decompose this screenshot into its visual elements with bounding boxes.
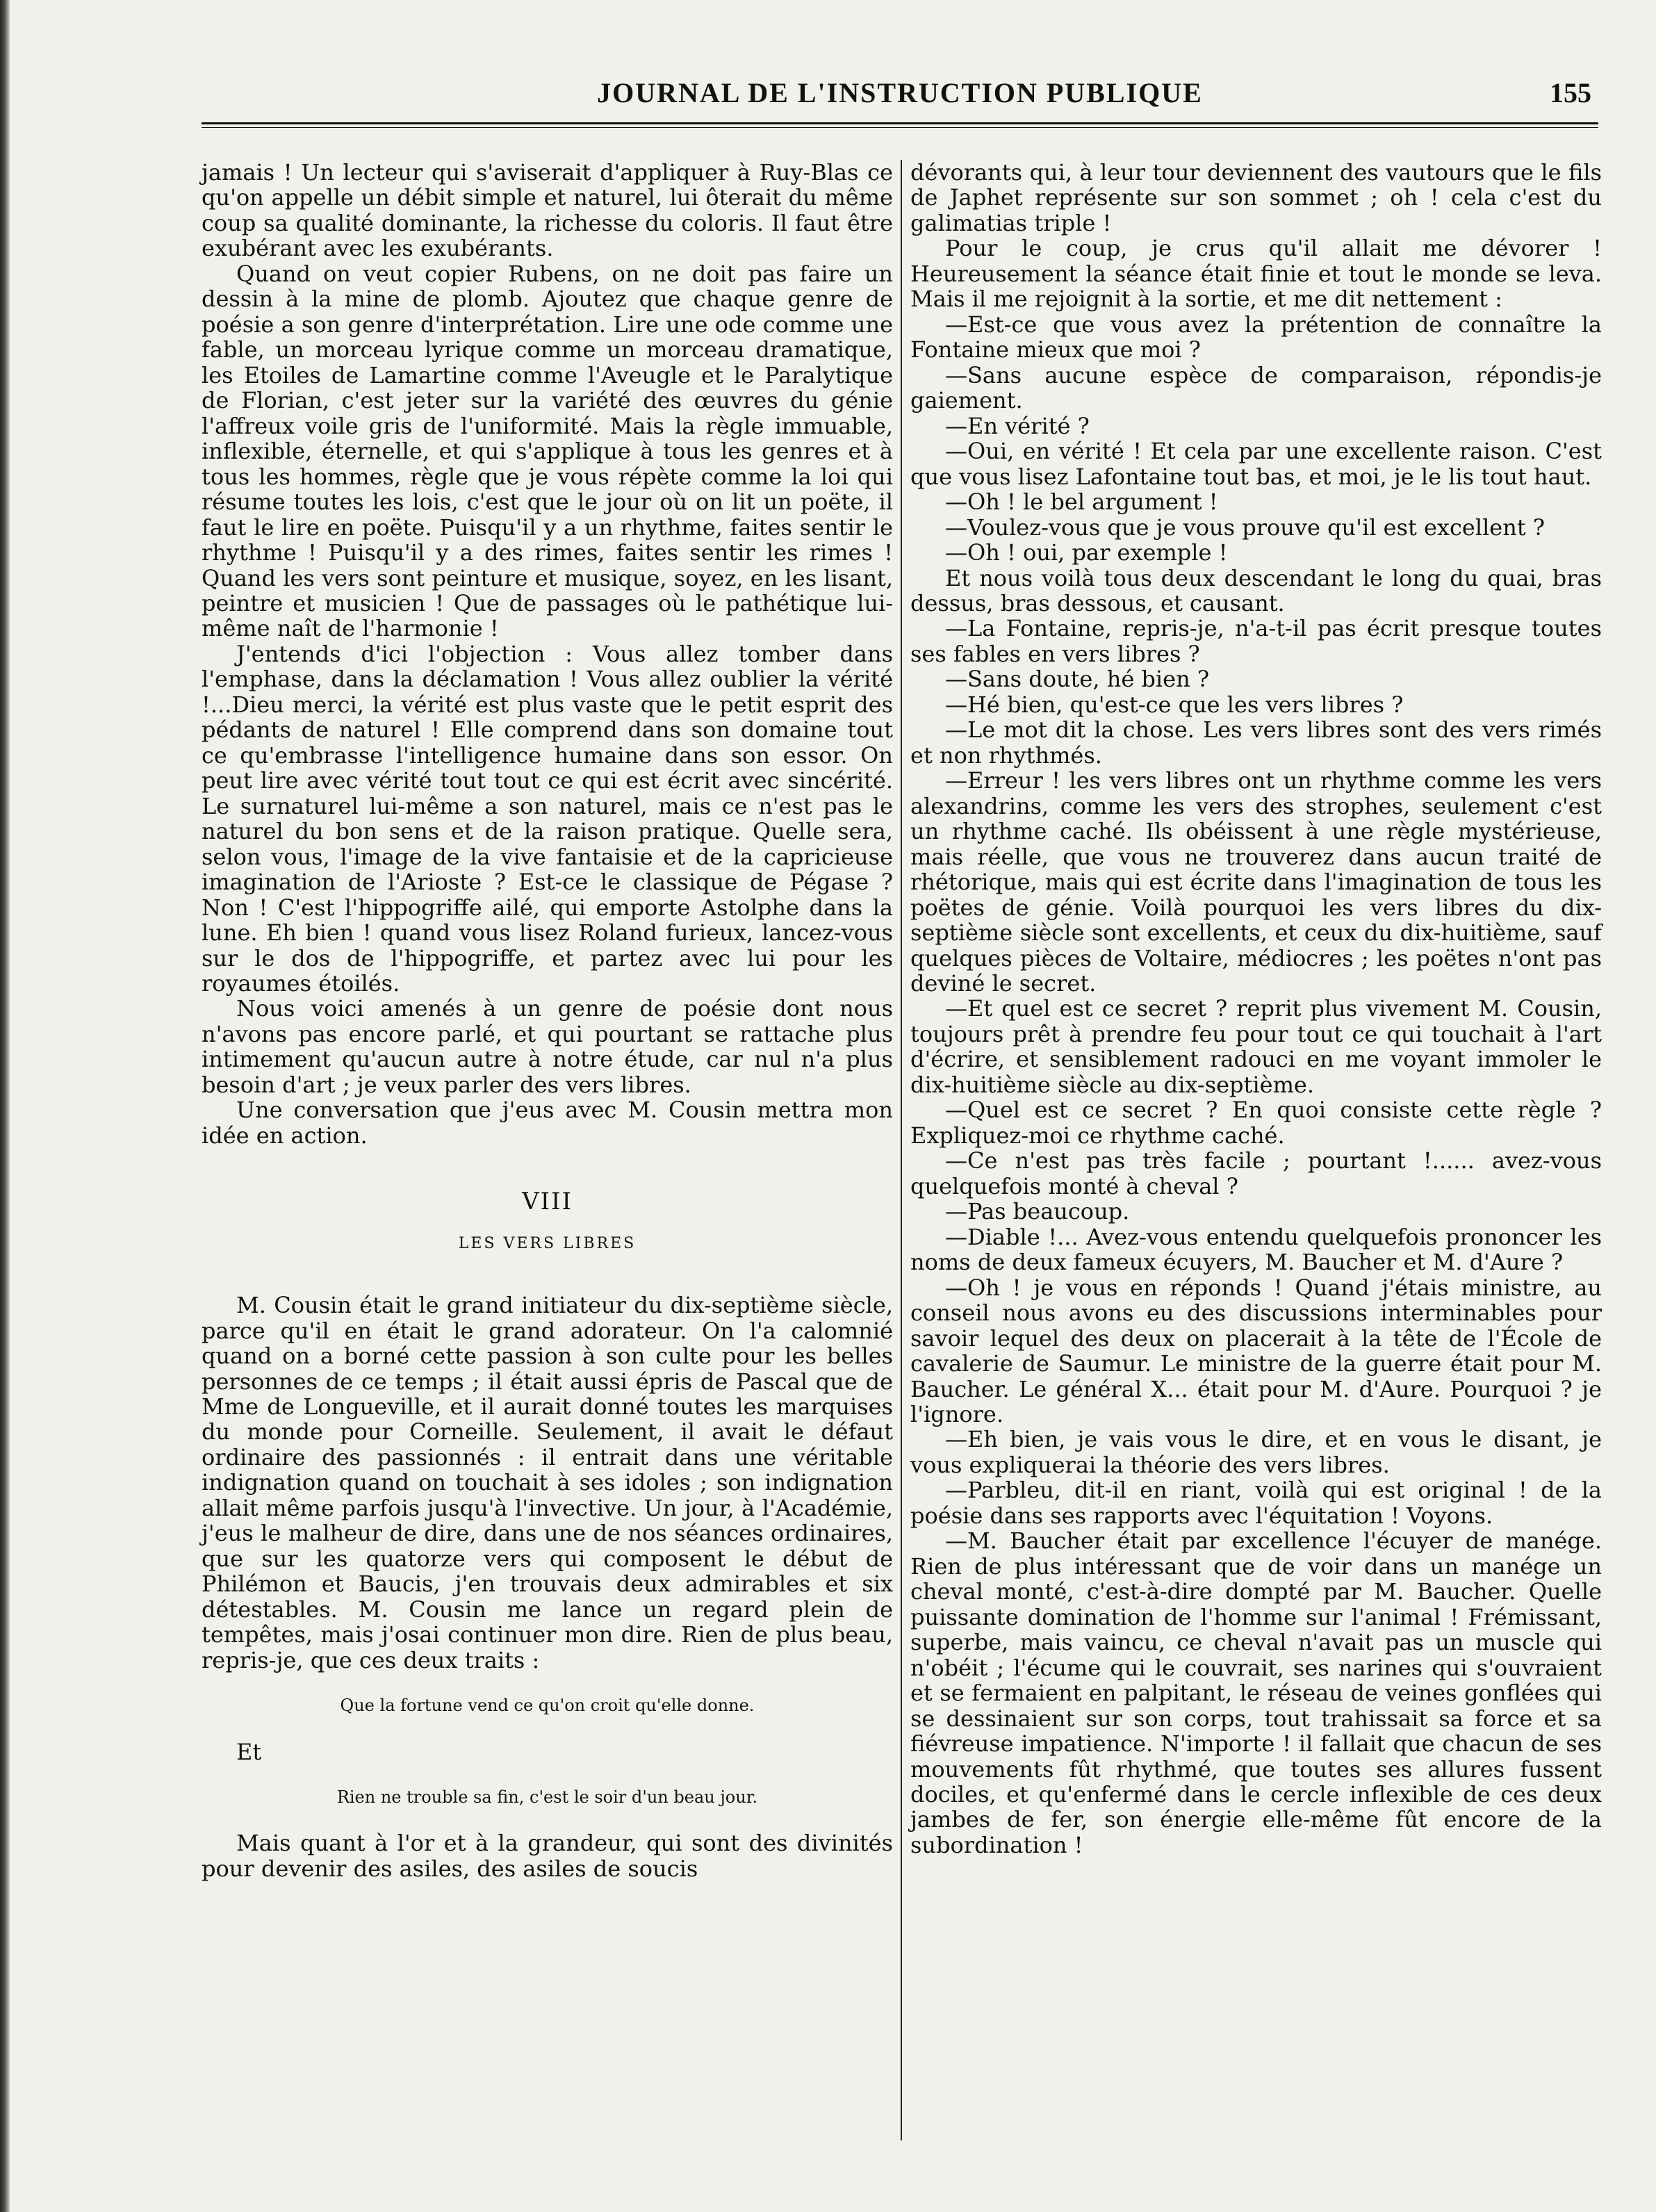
left-column bbox=[202, 160, 893, 1881]
dialogue-line: —Sans doute, hé bien ? bbox=[945, 666, 1210, 693]
dialogue-line: —M. Baucher était par excellence l'écuyer de manége. Rien de plus intéressant que de voir dans un manége un cheval monté, c'est-à-dire dompté par M. Baucher. Quelle puissante domination de l'homme sur l'animal ! Frémissant, superbe, mais vaincu, ce cheval n'avait pas un muscle qui n'obéit ; l'écume qui le couvrait, ses narines qui s'ouvraient et se fermaient en palpitant, le réseau de veines gonflées qui se dessinaient sur son corps, tout trahissait sa force et sa fiévreuse impatience. N'importe ! il fallait que chacun de ses mouvements fût rhythmé, que toutes ses allures fussent dociles, et qu'enfermé dans le cercle inflexible de ces deux jambes de fer, son énergie elle-même fût encore de la subordination ! bbox=[910, 1527, 1602, 1858]
paragraph: J'entends d'ici l'objection : Vous allez tomber dans l'emphase, dans la déclamation ! Vous allez oublier la vérité !...Dieu merci, la vérité est plus vaste que le petit esprit des pédants de naturel ! Elle comprend dans son domaine tout ce qu'embrasse l'intelligence humaine dans son essor. On peut lire avec vérité tout tout ce qui est écrit avec sincérité. Le surnaturel lui-même a son naturel, mais ce n'est pas le naturel du bon sens et de la raison pratique. Quelle sera, selon vous, l'image de la vive fantaisie et de la capricieuse imagination de l'Arioste ? Est-ce le classique de Pégase ? Non ! C'est l'hippogriffe ailé, qui emporte Astolphe dans la lune. Eh bien ! quand vous lisez Roland furieux, lancez-vous sur le dos de l'hippogriffe, et partez avec lui pour les royaumes étoilés. bbox=[202, 640, 893, 997]
dialogue-line: —Erreur ! les vers libres ont un rhythme comme les vers alexandrins, comme les vers des strophes, seulement c'est un rhythme caché. Ils obéissent à une règle mystérieuse, mais réelle, que vous ne trouverez dans aucun traité de rhétorique, mais qui est écrite dans l'imagination de tous les poëtes de génie. Voilà pourquoi les vers libres du dix-septième siècle sont excellents, et ceux du dix-huitième, sauf quelques pièces de Voltaire, médiocres ; les poëtes n'ont pas deviné le secret. bbox=[910, 767, 1602, 997]
dialogue-line: —Voulez-vous que je vous prouve qu'il est excellent ? bbox=[945, 514, 1546, 541]
paragraph: Et bbox=[236, 1738, 262, 1765]
paragraph: jamais ! Un lecteur qui s'aviserait d'appliquer à Ruy-Blas ce qu'on appelle un débit simple et naturel, lui ôterait du même coup sa qualité dominante, la richesse du coloris. Il faut être exubérant avec les exubérants. bbox=[202, 159, 893, 262]
dialogue-line: —Ce n'est pas très facile ; pourtant !...... avez-vous quelquefois monté à cheval ? bbox=[910, 1147, 1602, 1199]
column-divider bbox=[901, 160, 902, 2140]
paragraph: Nous voici amenés à un genre de poésie dont nous n'avons pas encore parlé, et qui pourtant se rattache plus intimement qu'aucun autre à notre étude, car nul n'a plus besoin d'art ; je veux parler des vers libres. bbox=[202, 995, 893, 1098]
paragraph: Une conversation que j'eus avec M. Cousin mettra mon idée en action. bbox=[202, 1097, 893, 1149]
dialogue-line: —Oh ! oui, par exemple ! bbox=[945, 539, 1228, 566]
paragraph: M. Cousin était le grand initiateur du dix-septième siècle, parce qu'il en était le grand adorateur. On l'a calomnié quand on a borné cette passion à son culte pour les belles personnes de ce temps ; il était aussi épris de Pascal que de Mme de Longueville, et il aurait donné toutes les marquises du monde pour Corneille. Seulement, il avait le défaut ordinaire des passionnés : il entrait dans une véritable indignation quand on touchait à ses idoles ; son indignation allait même parfois jusqu'à l'invective. Un jour, à l'Académie, j'eus le malheur de dire, dans une de nos séances ordinaires, que sur les quatorze vers qui composent le début de Philémon et Baucis, j'en trouvais deux admirables et six détestables. M. Cousin me lance un regard plein de tempêtes, mais j'osai continuer mon dire. Rien de plus beau, repris-je, que ces deux traits : bbox=[202, 1292, 893, 1673]
page-binding-edge bbox=[0, 0, 10, 2212]
dialogue-line: —Oui, en vérité ! Et cela par une excellente raison. C'est que vous lisez Lafontaine tout bas, et moi, je le lis tout haut. bbox=[910, 438, 1602, 490]
dialogue-line: —Eh bien, je vais vous le dire, et en vous le disant, je vous expliquerai la théorie des vers libres. bbox=[910, 1426, 1602, 1478]
section-number: VIII bbox=[522, 1188, 573, 1216]
dialogue-line: —Diable !... Avez-vous entendu quelquefois prononcer les noms de deux fameux écuyers, M. Baucher et M. d'Aure ? bbox=[910, 1223, 1602, 1276]
verse-quote: Que la fortune vend ce qu'on croit qu'elle donne. bbox=[340, 1696, 755, 1716]
right-column bbox=[910, 160, 1602, 1858]
paragraph: Et nous voilà tous deux descendant le long du quai, bras dessus, bras dessous, et causant. bbox=[910, 564, 1602, 616]
dialogue-line: —Pas beaucoup. bbox=[945, 1198, 1130, 1225]
dialogue-line: —Parbleu, dit-il en riant, voilà qui est original ! de la poésie dans ses rapports avec l'équitation ! Voyons. bbox=[910, 1477, 1602, 1529]
journal-page bbox=[202, 69, 1602, 2140]
journal-title: JOURNAL DE L'INSTRUCTION PUBLIQUE bbox=[597, 77, 1203, 108]
dialogue-line: —Quel est ce secret ? En quoi consiste cette règle ? Expliquez-moi ce rhythme caché. bbox=[910, 1097, 1602, 1149]
page-header bbox=[202, 69, 1598, 118]
verse-quote: Rien ne trouble sa fin, c'est le soir d'un beau jour. bbox=[336, 1787, 758, 1807]
dialogue-line: —La Fontaine, repris-je, n'a-t-il pas écrit presque toutes ses fables en vers libres ? bbox=[910, 615, 1602, 667]
dialogue-line: —En vérité ? bbox=[945, 412, 1090, 439]
header-rule bbox=[202, 122, 1598, 124]
paragraph: Pour le coup, je crus qu'il allait me dévorer ! Heureusement la séance était finie et tout le monde se leva. Mais il me rejoignit à la sortie, et me dit nettement : bbox=[910, 235, 1602, 313]
paragraph: Mais quant à l'or et à la grandeur, qui sont des divinités pour devenir des asiles, des asiles de soucis bbox=[202, 1830, 893, 1882]
dialogue-line: —Sans aucune espèce de comparaison, répondis-je gaiement. bbox=[910, 361, 1602, 414]
dialogue-line: —Le mot dit la chose. Les vers libres sont des vers rimés et non rhythmés. bbox=[910, 716, 1602, 769]
page-number: 155 bbox=[1550, 77, 1591, 108]
text-columns bbox=[202, 159, 1602, 2140]
paragraph: Quand on veut copier Rubens, on ne doit pas faire un dessin à la mine de plomb. Ajoutez que chaque genre de poésie a son genre d'interprétation. Lire une ode comme une fable, un morceau lyrique comme un morceau dramatique, les Etoiles de Lamartine comme l'Aveugle et le Paralytique de Florian, c'est jeter sur la variété des œuvres du génie l'affreux voile gris de l'uniformité. Mais la règle immuable, inflexible, éternelle, et qui s'applique à tous les genres et à tous les hommes, règle que je vous répète comme la loi qui résume toutes les lois, c'est que le jour où on lit un poëte, il faut le lire en poëte. Puisqu'il y a un rhythme, faites sentir le rhythme ! Puisqu'il y a des rimes, faites sentir les rimes ! Quand les vers sont peinture et musique, soyez, en les lisant, peintre et musicien ! Que de passages où le pathétique lui-même naît de l'harmonie ! bbox=[202, 260, 893, 642]
dialogue-line: —Oh ! le bel argument ! bbox=[945, 489, 1218, 516]
dialogue-line: —Est-ce que vous avez la prétention de connaître la Fontaine mieux que moi ? bbox=[910, 311, 1602, 363]
dialogue-line: —Oh ! je vous en réponds ! Quand j'étais ministre, au conseil nous avons eu des discussions interminables pour savoir lequel des deux on placerait à la tête de l'École de cavalerie de Saumur. Le ministre de la guerre était pour M. Baucher. Le général X... était pour M. d'Aure. Pourquoi ? je l'ignore. bbox=[910, 1274, 1602, 1427]
paragraph: dévorants qui, à leur tour deviennent des vautours que le fils de Japhet représente sur son sommet ; oh ! cela c'est du galimatias triple ! bbox=[910, 159, 1602, 236]
section-title: LES VERS LIBRES bbox=[458, 1235, 637, 1253]
dialogue-line: —Et quel est ce secret ? reprit plus vivement M. Cousin, toujours prêt à prendre feu pour tout ce qui touchait à l'art d'écrire, et sensiblement radouci en me voyant immoler le dix-huitième siècle au dix-septième. bbox=[910, 995, 1602, 1098]
dialogue-line: —Hé bien, qu'est-ce que les vers libres ? bbox=[945, 691, 1404, 718]
header-rule-thin bbox=[202, 127, 1598, 128]
